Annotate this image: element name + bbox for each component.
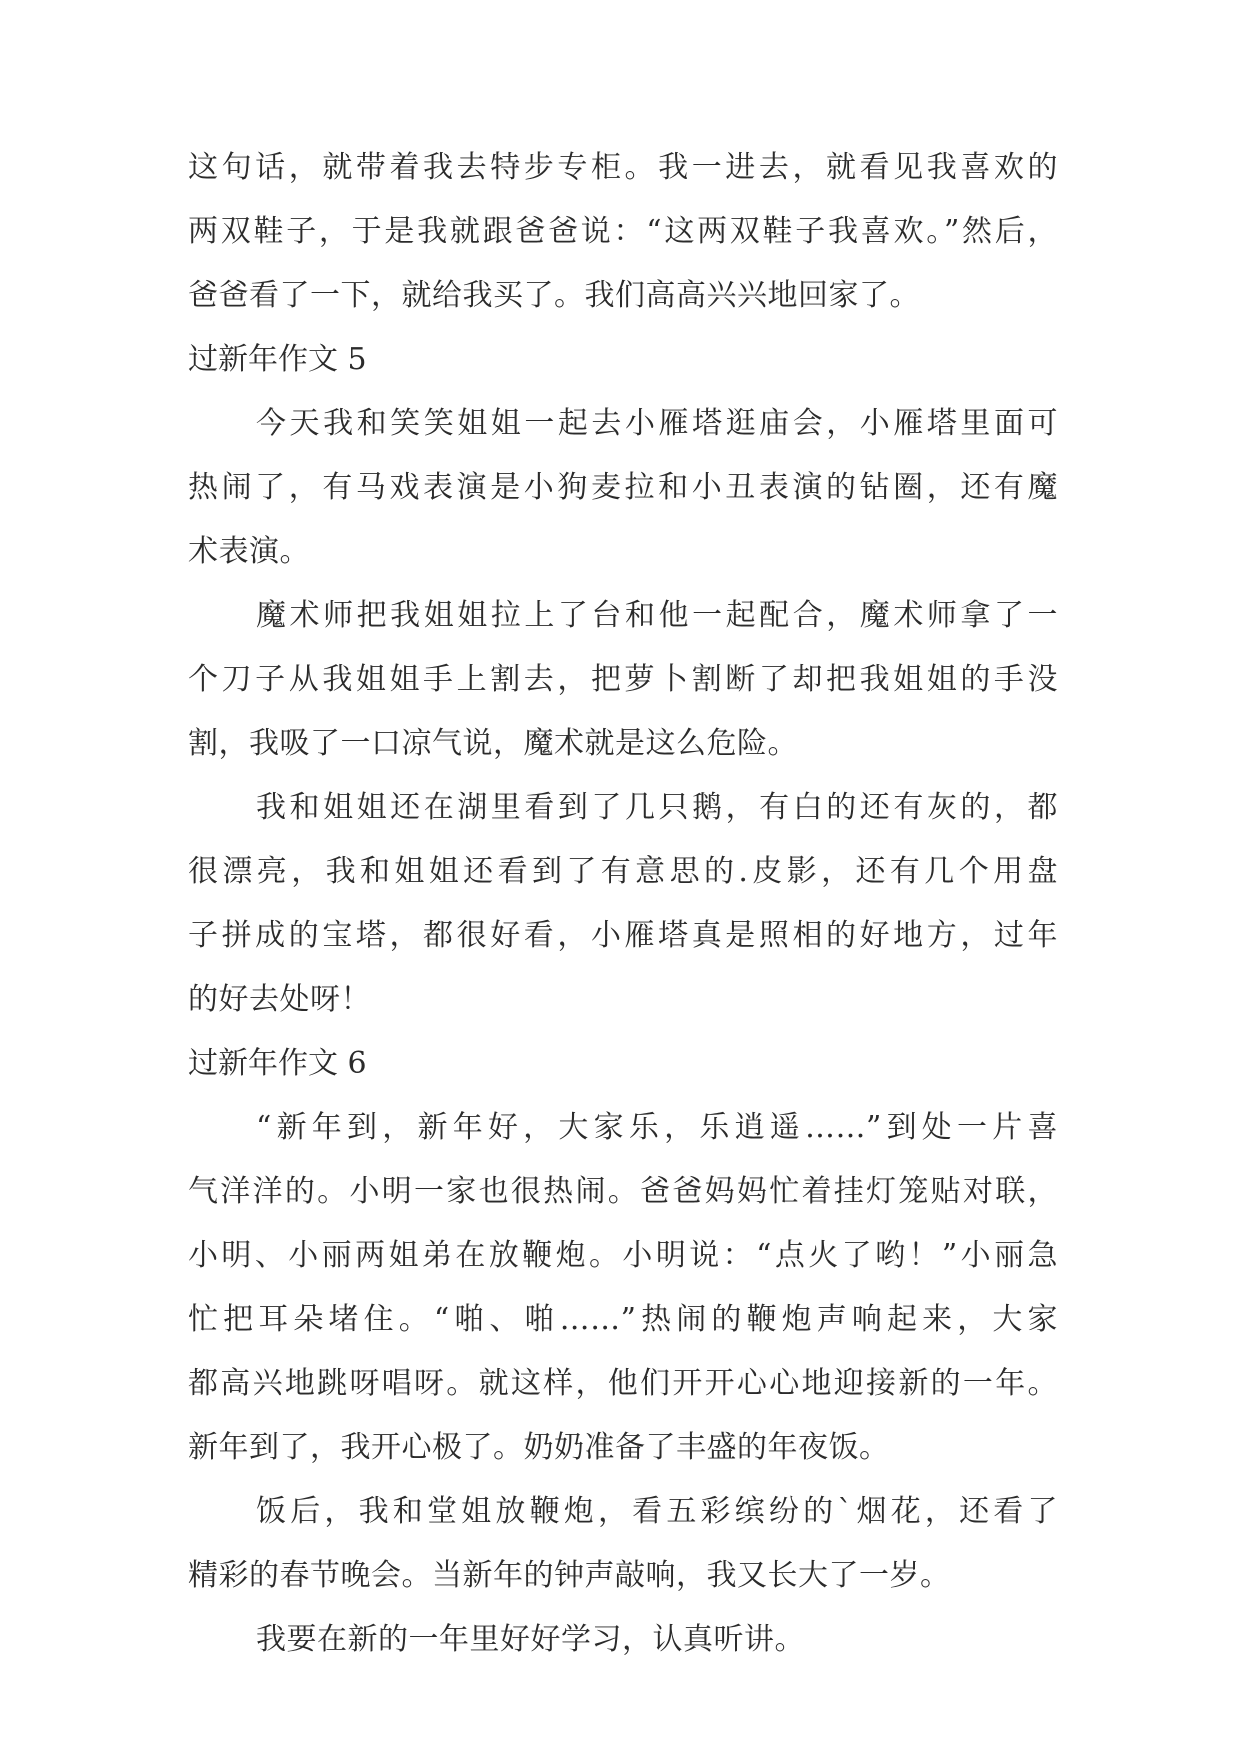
text-line: 气洋洋的。小明一家也很热闹。爸爸妈妈忙着挂灯笼贴对联， — [188, 1174, 1058, 1209]
section-heading: 过新年作文 5 — [188, 342, 367, 377]
text-line: 爸爸看了一下，就给我买了。我们高高兴兴地回家了。 — [188, 278, 920, 313]
text-line: 两双鞋子，于是我就跟爸爸说：“这两双鞋子我喜欢。”然后， — [188, 214, 1058, 249]
text-line: 个刀子从我姐姐手上割去，把萝卜割断了却把我姐姐的手没 — [188, 662, 1058, 697]
text-line: 热闹了，有马戏表演是小狗麦拉和小丑表演的钻圈，还有魔 — [188, 470, 1058, 505]
text-line: 精彩的春节晚会。当新年的钟声敲响，我又长大了一岁。 — [188, 1558, 951, 1593]
text-line: 小明、小丽两姐弟在放鞭炮。小明说：“点火了哟！”小丽急 — [188, 1238, 1058, 1273]
text-line: 我要在新的一年里好好学习，认真听讲。 — [256, 1622, 805, 1657]
text-line: 今天我和笑笑姐姐一起去小雁塔逛庙会，小雁塔里面可 — [256, 406, 1058, 441]
text-line: 饭后，我和堂姐放鞭炮，看五彩缤纷的`烟花，还看了 — [256, 1494, 1058, 1529]
text-line: 新年到了，我开心极了。奶奶准备了丰盛的年夜饭。 — [188, 1430, 890, 1465]
text-line: 的好去处呀！ — [188, 982, 371, 1017]
text-line: 这句话，就带着我去特步专柜。我一进去，就看见我喜欢的 — [188, 150, 1058, 185]
text-line: 很漂亮，我和姐姐还看到了有意思的.皮影，还有几个用盘 — [188, 854, 1058, 889]
text-line: 都高兴地跳呀唱呀。就这样，他们开开心心地迎接新的一年。 — [188, 1366, 1058, 1401]
text-line: 割，我吸了一口凉气说，魔术就是这么危险。 — [188, 726, 798, 761]
text-line: 魔术师把我姐姐拉上了台和他一起配合，魔术师拿了一 — [256, 598, 1058, 633]
section-heading: 过新年作文 6 — [188, 1046, 367, 1081]
text-line: 子拼成的宝塔，都很好看，小雁塔真是照相的好地方，过年 — [188, 918, 1058, 953]
text-line: “新年到，新年好，大家乐，乐逍遥……”到处一片喜 — [256, 1110, 1058, 1145]
text-line: 忙把耳朵堵住。“啪、啪……”热闹的鞭炮声响起来，大家 — [188, 1302, 1058, 1337]
text-line: 我和姐姐还在湖里看到了几只鹅，有白的还有灰的，都 — [256, 790, 1058, 825]
text-line: 术表演。 — [188, 534, 310, 569]
